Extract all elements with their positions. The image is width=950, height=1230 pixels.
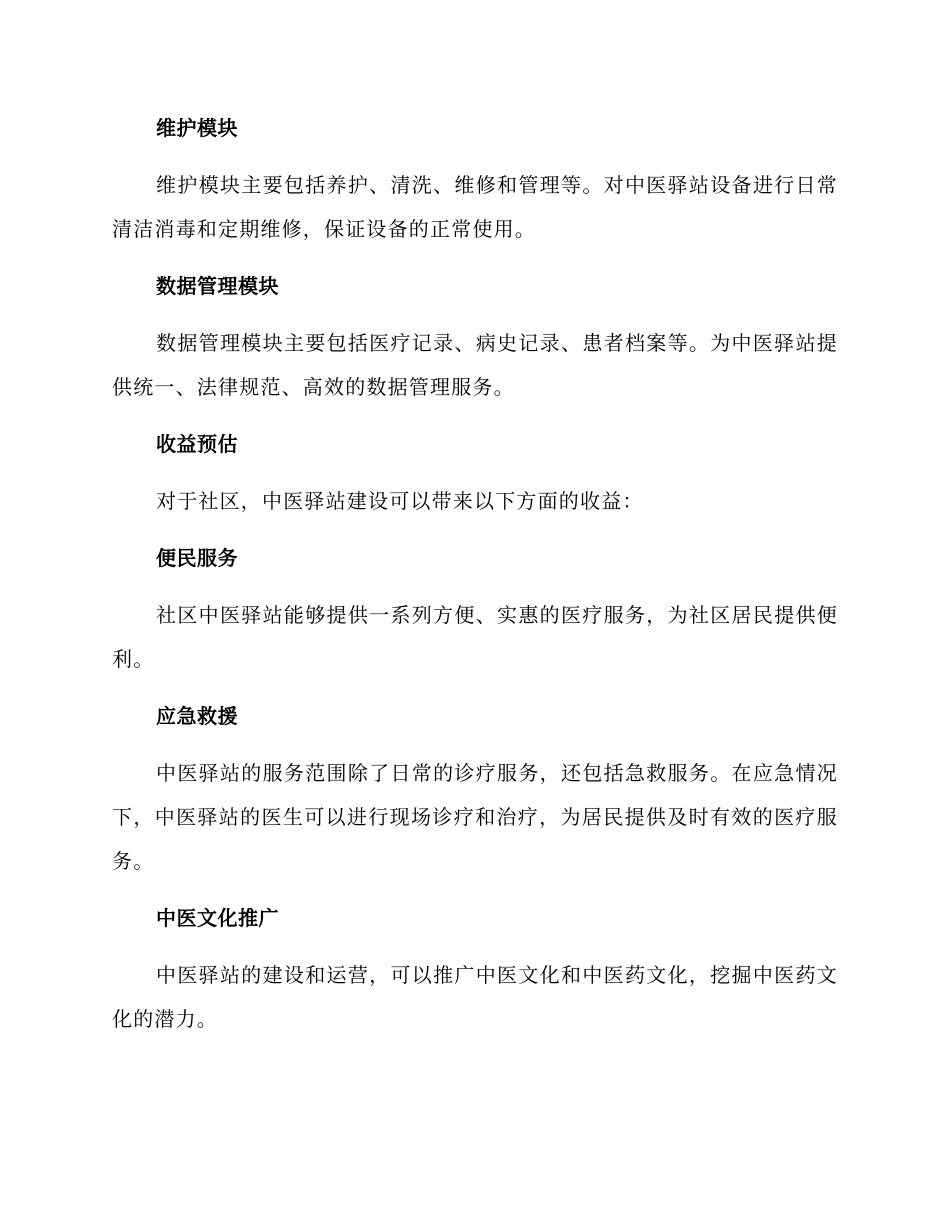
section-heading-maintenance-module: 维护模块 [156,116,238,140]
section-heading-revenue-estimate: 收益预估 [156,432,238,456]
section-heading-tcm-culture-promotion: 中医文化推广 [156,906,279,930]
section-body-tcm-culture-promotion: 中医驿站的建设和运营，可以推广中医文化和中医药文化，挖掘中医药文化的潜力。 [112,963,838,1031]
section-body-emergency-rescue: 中医驿站的服务范围除了日常的诊疗服务，还包括急救服务。在应急情况下，中医驿站的医生可以进行现场诊疗和治疗，为居民提供及时有效的医疗服务。 [112,761,838,873]
section-body-revenue-estimate: 对于社区，中医驿站建设可以带来以下方面的收益： [156,489,644,513]
section-heading-data-management-module: 数据管理模块 [156,274,279,298]
section-body-data-management-module: 数据管理模块主要包括医疗记录、病史记录、患者档案等。为中医驿站提供统一、法律规范、高效的数据管理服务。 [112,331,838,399]
section-heading-convenience-service: 便民服务 [156,546,238,570]
section-heading-emergency-rescue: 应急救援 [156,704,238,728]
section-body-convenience-service: 社区中医驿站能够提供一系列方便、实惠的医疗服务，为社区居民提供便利。 [112,603,838,671]
section-body-maintenance-module: 维护模块主要包括养护、清洗、维修和管理等。对中医驿站设备进行日常清洁消毒和定期维修，保证设备的正常使用。 [112,173,838,241]
